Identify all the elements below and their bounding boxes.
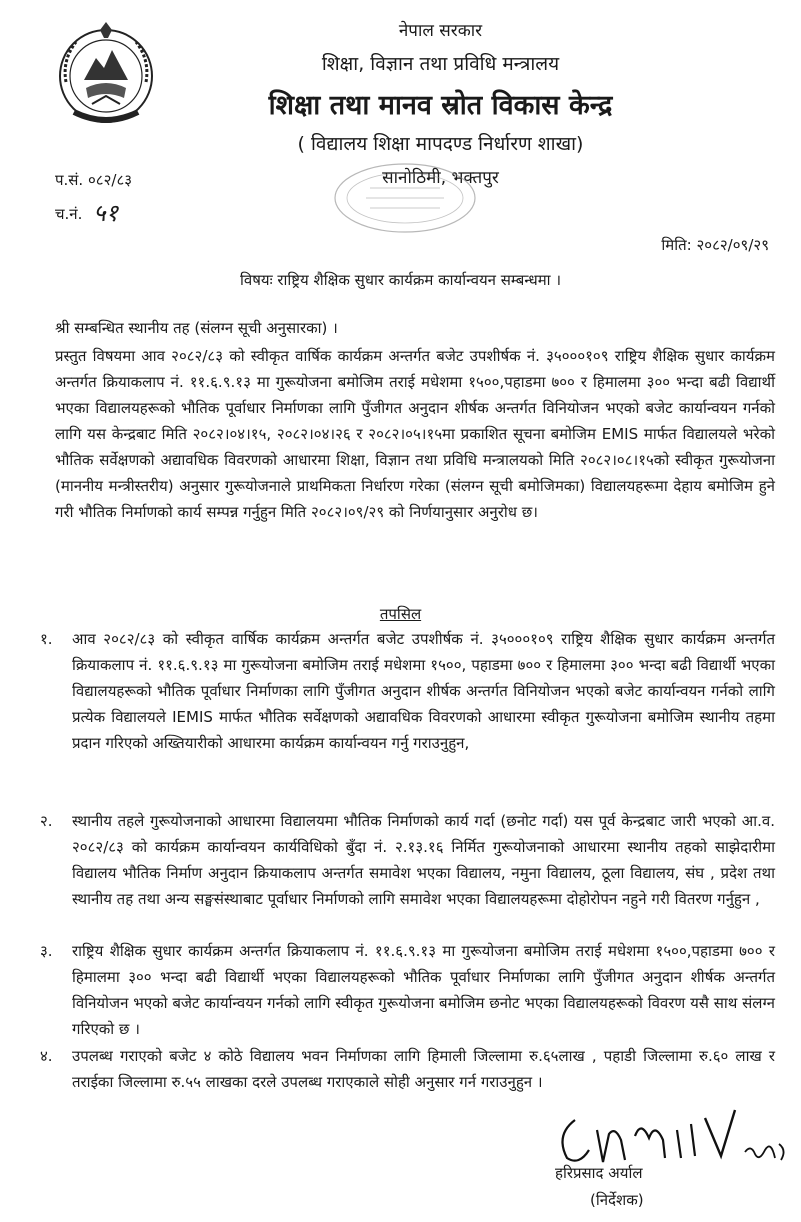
government-name: नेपाल सरकार <box>398 21 483 41</box>
list-item <box>40 1043 775 1095</box>
list-item <box>40 808 775 912</box>
list-item-text: राष्ट्रिय शैक्षिक सुधार कार्यक्रम अन्तर्गत क्रियाकलाप नं. ११.६.९.१३ मा गुरूयोजना बमोजिम तराई मधेशमा १५००,पहाडमा ७०० र हिमालमा ३०० भन्दा बढी विद्यार्थी भएका विद्यालयहरूको भौतिक पूर्वाधार निर्माणका लागि पुँजीगत अनुदान शीर्षक अन्तर्गत विनियोजन भएको बजेट कार्यान्वयन गर्नको लागि स्वीकृत गुरूयोजना बमोजिम छनोट भएका विद्यालयहरूको विवरण यसै साथ संलग्न गरिएको छ । <box>72 942 775 1038</box>
ministry-name: शिक्षा, विज्ञान तथा प्रविधि मन्त्रालय <box>321 53 560 75</box>
list-item-number: ३. <box>40 942 53 960</box>
section-name: ( विद्यालय शिक्षा मापदण्ड निर्धारण शाखा) <box>297 133 584 155</box>
list-item-number: १. <box>40 630 53 648</box>
signer-name: हरिप्रसाद अर्याल <box>555 1164 643 1182</box>
body-paragraph: प्रस्तुत विषयमा आव २०८२/८३ को स्वीकृत वार्षिक कार्यक्रम अन्तर्गत बजेट उपशीर्षक नं. ३५०००१०९ राष्ट्रिय शैक्षिक सुधार कार्यक्रम अन्तर्गत क्रियाकलाप नं. ११.६.९.१३ मा गुरूयोजना बमोजिम तराई मधेशमा १५००,पहाडमा ७०० र हिमालमा ३०० भन्दा बढी विद्यार्थी भएका विद्यालयहरूको भौतिक पूर्वाधार निर्माणका लागि पुँजीगत अनुदान शीर्षक अन्तर्गत विनियोजन भएको बजेट कार्यान्वयन गर्नको लागि यस केन्द्रबाट मिति २०८२।०४।१५, २०८२।०४।२६ र २०८२।०५।१५मा प्रकाशित सूचना बमोजिम EMIS मार्फत विद्यालयले भरेको भौतिक सर्वेक्षणको अद्यावधिक विवरणको आधारमा शिक्षा, विज्ञान तथा प्रविधि मन्त्रालयको मिति २०८२।०८।१५को स्वीकृत गुरूयोजना (माननीय मन्त्रीस्तरीय) अनुसार गुरूयोजनाले प्राथमिकता निर्धारण गरेका (संलग्न सूची बमोजिमका) विद्यालयहरूमा देहाय बमोजिम हुने गरी भौतिक निर्माणको कार्य सम्पन्न गर्नुहुन मिति २०८२।०९/२९ को निर्णयानुसार अनुरोध छ। <box>55 347 775 521</box>
office-stamp <box>330 158 480 236</box>
dispatch-number-label: च.नं. <box>55 205 83 223</box>
letter-subject: विषयः राष्ट्रिय शैक्षिक सुधार कार्यक्रम कार्यान्वयन सम्बन्धमा । <box>239 271 562 289</box>
letter-number-label: प.सं. <box>55 171 84 189</box>
list-item-text: आव २०८२/८३ को स्वीकृत वार्षिक कार्यक्रम अन्तर्गत बजेट उपशीर्षक नं. ३५०००१०९ राष्ट्रिय शैक्षिक सुधार कार्यक्रम अन्तर्गत क्रियाकलाप नं. ११.६.९.१३ मा गुरूयोजना बमोजिम तराई मधेशमा १५००, पहाडमा ७०० र हिमालमा ३०० भन्दा बढी विद्यार्थी भएका विद्यालयहरूको भौतिक पूर्वाधार निर्माणका लागि पुँजीगत अनुदान शीर्षक अन्तर्गत विनियोजन भएको बजेट कार्यान्वयन गर्नको लागि प्रत्येक विद्यालयले IEMIS मार्फत भौतिक सर्वेक्षणको अद्यावधिक विवरणको आधारमा स्वीकृत गुरूयोजना बमोजिम स्थानीय तहमा प्रदान गरिएको अख्तियारीको आधारमा कार्यक्रम कार्यान्वयन गर्नु गराउनुहुन, <box>72 630 775 752</box>
list-item-number: २. <box>40 812 53 830</box>
list-item-text: स्थानीय तहले गुरूयोजनाको आधारमा विद्यालयमा भौतिक निर्माणको कार्य गर्दा (छनोट गर्दा) यस पूर्व केन्द्रबाट जारी भएको आ.व. २०८२/८३ को कार्यक्रम कार्यान्वयन कार्यविधिको बुँदा नं. २.१३.१६ निर्मित गुरूयोजनाको आधारमा स्थानीय तहको साझेदारीमा विद्यालय भौतिक निर्माण अनुदान क्रियाकलाप अन्तर्गत समावेश भएका विद्यालय, नमुना विद्यालय, ठूला विद्यालय, संघ , प्रदेश तथा स्थानीय तह तथा अन्य सङ्घसंस्थाबाट पूर्वाधार निर्माणको लागि समावेश भएका विद्यालयहरूमा दोहोरोपन नहुने गरी वितरण गर्नुहुन , <box>72 812 775 908</box>
dispatch-number-value: ५१ <box>93 199 119 227</box>
office-name: शिक्षा तथा मानव स्रोत विकास केन्द्र <box>268 90 613 121</box>
list-item <box>40 938 775 1042</box>
details-heading <box>0 604 801 624</box>
dispatch-number <box>55 196 118 229</box>
list-item-text: उपलब्ध गराएको बजेट ४ कोठे विद्यालय भवन निर्माणका लागि हिमाली जिल्लामा रु.६५लाख , पहाडी जिल्लामा रु.६० लाख र तराईका जिल्लामा रु.५५ लाखका दरले उपलब्ध गराएकाले सोही अनुसार गर्न गराउनुहुन । <box>72 1047 775 1091</box>
office-location: सानोठिमी, भक्तपुर <box>382 168 499 188</box>
letter-number <box>55 170 132 190</box>
list-item <box>40 626 775 756</box>
list-item-number: ४. <box>40 1047 53 1065</box>
details-heading-text: तपसिल <box>379 605 422 623</box>
addressee: श्री सम्बन्धित स्थानीय तह (संलग्न सूची अनुसारका) । <box>55 319 338 337</box>
signer-title: (निर्देशक) <box>590 1191 644 1209</box>
letter-number-value: ०८२/८३ <box>87 171 133 189</box>
handwritten-signature <box>545 1100 795 1170</box>
letter-date: मिति: २०८२/०९/२९ <box>661 236 769 254</box>
